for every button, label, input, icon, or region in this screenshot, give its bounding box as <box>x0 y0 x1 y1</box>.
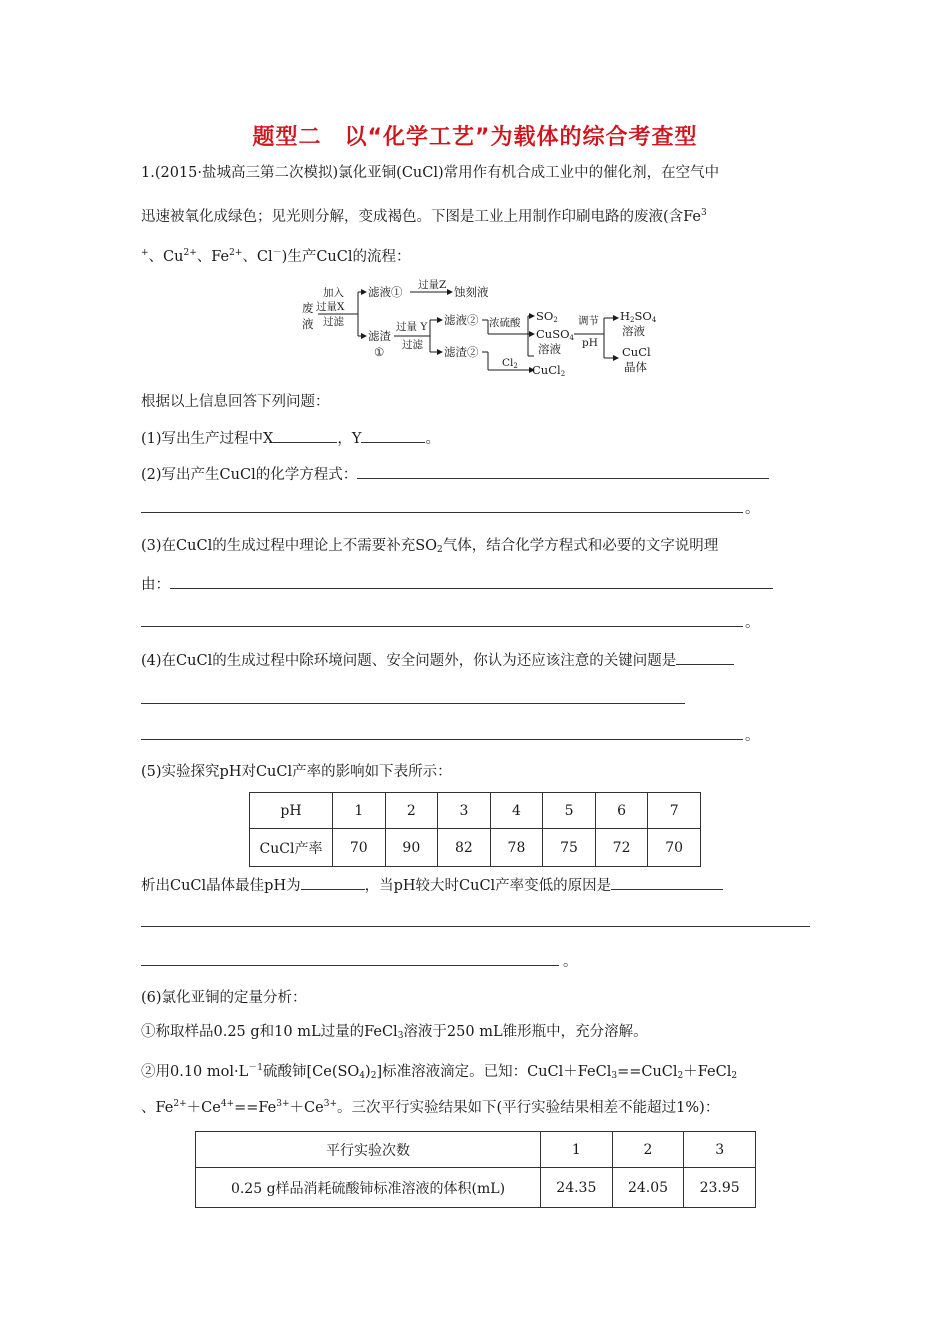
part-5 <box>141 762 813 782</box>
process-flow-diagram <box>292 278 662 378</box>
flow-filtrate-1: 滤液① <box>368 285 403 299</box>
blank-low-yield-2[interactable] <box>141 926 810 927</box>
part-6-step3 <box>141 1094 813 1118</box>
part3-text-b: 气体，结合化学方程式和必要的文字说明理 <box>442 538 719 554</box>
part1-text-c: 。 <box>425 431 440 447</box>
intro3-a: + <box>141 248 149 258</box>
table-cell: 90 <box>385 829 438 867</box>
blank-best-ph[interactable] <box>301 875 365 890</box>
table-cell: 82 <box>438 829 491 867</box>
table-row <box>196 1168 756 1208</box>
table-header: 7 <box>648 793 701 829</box>
table-header: 2 <box>612 1132 684 1168</box>
blank-equation-2[interactable] <box>141 512 743 513</box>
blank-key-issue-2[interactable] <box>141 703 685 704</box>
step3-b: ＋Ce <box>186 1100 221 1116</box>
table-header: 2 <box>385 793 438 829</box>
step2-b: 硫酸铈[Ce(SO <box>262 1064 360 1080</box>
flow-add-3: 过滤 <box>323 316 344 328</box>
part3-text-a: (3)在CuCl的生成过程中理论上不需要补充SO <box>141 538 438 554</box>
table-row <box>196 1132 756 1168</box>
flow-excess-y: 过量 Y <box>396 321 428 333</box>
flow-residue-2: 滤渣② <box>444 345 479 359</box>
part5-after-b: ，当pH较大时CuCl产率变低的原因是 <box>364 878 612 894</box>
blank-low-yield-1[interactable] <box>611 875 723 890</box>
flow-filter: 过滤 <box>402 339 423 351</box>
step2-sub2: 2 <box>370 1071 377 1081</box>
flow-h2so4-solution: 溶液 <box>622 324 645 338</box>
part-3-line2 <box>141 574 813 595</box>
part1-text-b: ，Y <box>337 431 362 447</box>
ph-yield-table <box>249 792 701 867</box>
blank-equation-1[interactable] <box>357 464 769 479</box>
question-intro-line2 <box>141 203 813 227</box>
intro-text-2: 迅速被氧化成绿色；见光则分解，变成褐色。下图是工业上用制作印刷电路的废液(含Fe <box>141 209 702 225</box>
table-row <box>250 829 701 867</box>
flow-cucl: CuCl <box>622 345 651 359</box>
step3-d: ＋Ce <box>289 1100 324 1116</box>
table-header: 1 <box>541 1132 613 1168</box>
step1-text-b: 溶液于250 mL锥形瓶中，充分溶解。 <box>403 1024 648 1040</box>
step1-text-a: ①称取样品0.25 g和10 mL过量的FeCl <box>141 1024 398 1040</box>
table-header: 5 <box>543 793 596 829</box>
table-cell: 24.35 <box>541 1168 613 1208</box>
flow-residue-1b: ① <box>374 345 385 359</box>
flow-filtrate-2: 滤液② <box>444 313 479 327</box>
table-row-label: 0.25 g样品消耗硫酸铈标准溶液的体积(mL) <box>196 1168 541 1208</box>
flow-crystal: 晶体 <box>624 360 647 374</box>
part-6-step1 <box>141 1022 813 1046</box>
blank-reason-2[interactable] <box>141 626 743 627</box>
step2-sub3: 3 <box>611 1071 618 1081</box>
part4-period: 。 <box>745 728 760 744</box>
step1-sub: 3 <box>397 1031 404 1041</box>
step2-sub4: 2 <box>677 1071 684 1081</box>
table-header: 3 <box>438 793 491 829</box>
flow-adjust-1: 调节 <box>578 315 599 327</box>
intro-text-1: 1.(2015·盐城高三第二次模拟)氯化亚铜(CuCl)常用作有机合成工业中的催化剂，在空气中 <box>141 165 720 181</box>
intro3-b-sup: 2+ <box>183 248 197 258</box>
part6-text: (6)氯化亚铜的定量分析： <box>141 990 307 1006</box>
part-3-line1 <box>141 536 813 560</box>
step3-sup1: 2+ <box>173 1099 187 1109</box>
answer-intro-text: 根据以上信息回答下列问题： <box>141 394 330 410</box>
step3-a: 、Fe <box>141 1100 174 1116</box>
part3-sub: 2 <box>437 545 443 555</box>
flow-waste-2: 液 <box>302 317 314 331</box>
flow-solution: 溶液 <box>538 342 561 356</box>
page-title: 题型二 以“化学工艺”为载体的综合考查型 <box>252 125 698 150</box>
flow-so2: SO2 <box>536 309 558 324</box>
flow-waste-1: 废 <box>302 301 314 315</box>
intro3-b: 、Cu <box>148 249 184 265</box>
table-header: 6 <box>595 793 648 829</box>
intro3-c: 、Fe <box>196 249 230 265</box>
table-cell: 70 <box>333 829 386 867</box>
blank-key-issue-3[interactable] <box>141 739 743 740</box>
part4-text: (4)在CuCl的生成过程中除环境问题、安全问题外，你认为还应该注意的关键问题是 <box>141 653 677 669</box>
table-cell: 70 <box>648 829 701 867</box>
table-cell: 24.05 <box>612 1168 684 1208</box>
part3-text-c: 由： <box>141 577 170 593</box>
flow-cucl2: CuCl2 <box>532 363 566 378</box>
blank-reason-1[interactable] <box>170 574 773 589</box>
flow-cl2: Cl2 <box>502 357 518 370</box>
question-intro-line1 <box>141 163 813 183</box>
part3-period: 。 <box>745 615 760 631</box>
flow-excess-z: 过量Z <box>418 279 447 291</box>
blank-y[interactable] <box>361 428 425 443</box>
part2-text: (2)写出产生CuCl的化学方程式： <box>141 467 358 483</box>
flow-adjust-2: pH <box>582 337 598 349</box>
part2-period: 。 <box>745 501 760 517</box>
flow-etch: 蚀刻液 <box>454 285 489 299</box>
table-cell: 78 <box>490 829 543 867</box>
part1-text-a: (1)写出生产过程中X <box>141 431 274 447</box>
step2-a: ②用0.10 mol·L <box>141 1064 249 1080</box>
part-1 <box>141 428 813 449</box>
step3-c: ==Fe <box>234 1100 277 1116</box>
blank-key-issue-1[interactable] <box>676 650 734 665</box>
step2-f: ＋FeCl <box>683 1064 732 1080</box>
step2-sub: 4 <box>359 1071 366 1081</box>
part-6 <box>141 988 813 1008</box>
flow-add-2: 过量X <box>316 301 345 313</box>
part5-text: (5)实验探究pH对CuCl产率的影响如下表所示： <box>141 764 452 780</box>
step2-e: ==CuCl <box>617 1064 678 1080</box>
table-cell: 75 <box>543 829 596 867</box>
flow-residue-1a: 滤渣 <box>368 329 391 343</box>
intro-sup: 3 <box>701 208 707 218</box>
step3-e: 。三次平行实验结果如下(平行实验结果相差不能超过1%)： <box>337 1100 720 1116</box>
step2-d: ]标准溶液滴定。已知：CuCl＋FeCl <box>376 1064 612 1080</box>
flow-cuso4: CuSO4 <box>536 327 574 342</box>
part5-after-a: 析出CuCl晶体最佳pH为 <box>141 878 301 894</box>
blank-low-yield-3[interactable] <box>141 965 559 966</box>
flow-h2so4: H2SO4 <box>620 309 657 324</box>
intro3-d-sup: － <box>272 248 282 258</box>
part-5-after <box>141 875 813 896</box>
table-cell: 72 <box>595 829 648 867</box>
table-header: 3 <box>684 1132 756 1168</box>
step3-sup2: 4+ <box>220 1099 235 1109</box>
intro3-d: 、Cl <box>242 249 273 265</box>
part-4 <box>141 650 813 671</box>
flow-add-1: 加入 <box>323 287 344 299</box>
table-cell: 23.95 <box>684 1168 756 1208</box>
step2-sup: －1 <box>248 1063 263 1073</box>
flow-conc-acid: 浓硫酸 <box>489 317 521 329</box>
step3-sup4: 3+ <box>323 1099 338 1109</box>
blank-x[interactable] <box>273 428 337 443</box>
part5-period: 。 <box>563 954 578 970</box>
table-header-label: 平行实验次数 <box>196 1132 541 1168</box>
part-6-step2 <box>141 1058 813 1086</box>
table-header: 4 <box>490 793 543 829</box>
intro3-e: )生产CuCl的流程： <box>281 249 411 265</box>
table-header: 1 <box>333 793 386 829</box>
part-2 <box>141 464 813 485</box>
titration-table <box>195 1131 756 1208</box>
question-intro-line3 <box>141 243 813 267</box>
answer-intro <box>141 392 813 412</box>
table-row-label: CuCl产率 <box>250 829 333 867</box>
step3-sup3: 3+ <box>276 1099 290 1109</box>
table-header-ph: pH <box>250 793 333 829</box>
step2-sub5: 2 <box>731 1071 738 1081</box>
table-row <box>250 793 701 829</box>
step2-c: ) <box>365 1064 371 1080</box>
intro3-c-sup: 2+ <box>229 248 243 258</box>
